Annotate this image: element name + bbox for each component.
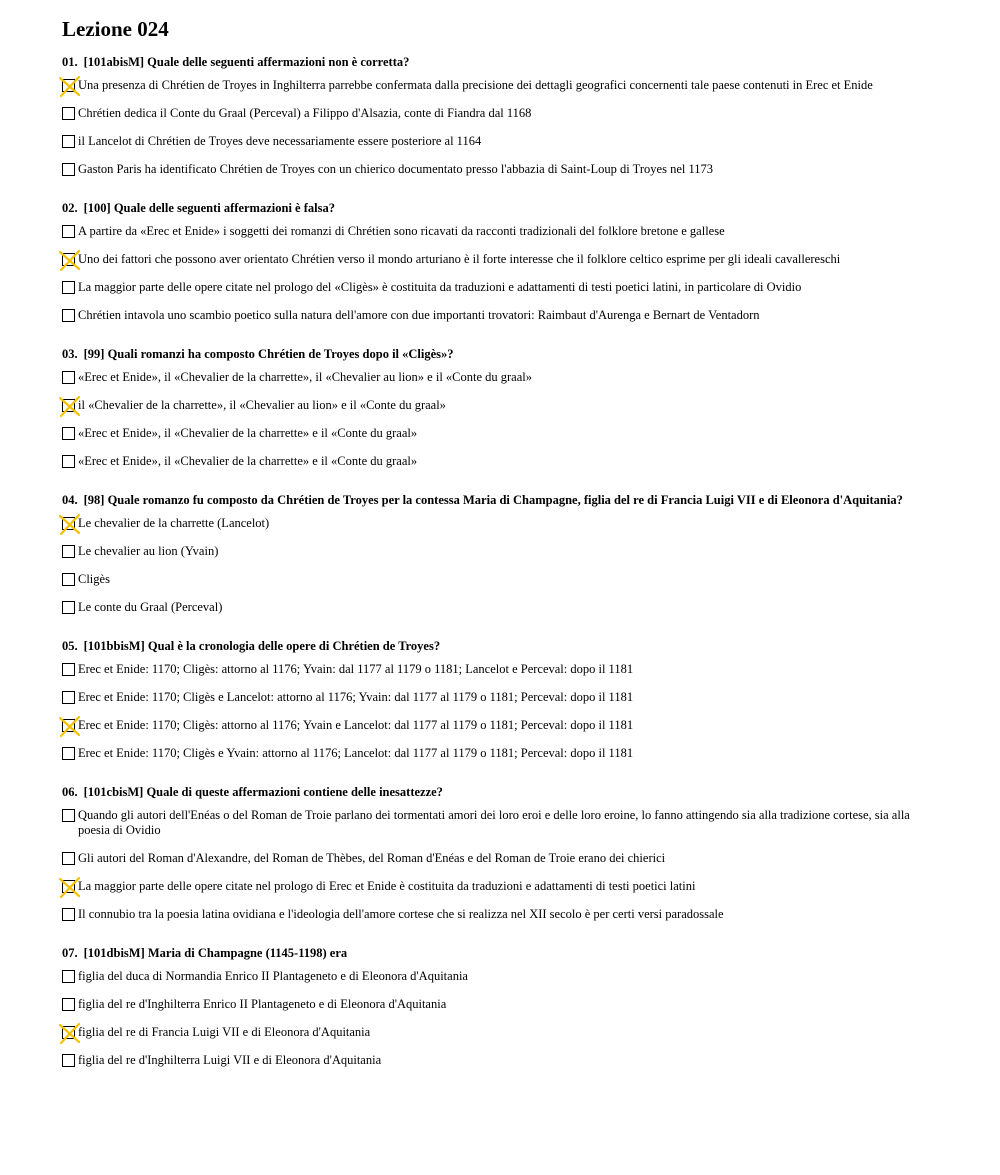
x-mark-icon [58, 513, 81, 536]
answer-text: Erec et Enide: 1170; Cligès: attorno al 1176; Yvain: dal 1177 al 1179 o 1181; Lancelot e Perceval: dopo il 1181 [78, 662, 634, 676]
answer-text: Il connubio tra la poesia latina ovidiana e l'ideologia dell'amore cortese che si realizza nel XII secolo è per certi versi paradossale [78, 907, 724, 921]
answer-text: La maggior parte delle opere citate nel prologo di Erec et Enide è costituita da traduzioni e adattamenti di testi poetici latini [78, 879, 696, 893]
answer-option [62, 851, 942, 866]
answer-option [62, 308, 942, 323]
question-number: 02. [62, 201, 78, 215]
question-text: [98] Quale romanzo fu composto da Chrétien de Troyes per la contessa Maria di Champagne, figlia del re di Francia Luigi VII e di Eleonora d'Aquitania? [83, 493, 903, 507]
x-mark-icon [58, 715, 81, 738]
answer-text: «Erec et Enide», il «Chevalier de la charrette», il «Chevalier au lion» e il «Conte du graal» [78, 370, 533, 384]
question-text: [99] Quali romanzi ha composto Chrétien de Troyes dopo il «Cligès»? [83, 347, 454, 361]
answer-option [62, 398, 942, 413]
answer-text: Le chevalier de la charrette (Lancelot) [78, 516, 270, 530]
answer-checkbox[interactable] [62, 309, 75, 322]
answer-checkbox-checked[interactable] [62, 79, 75, 92]
answer-option [62, 516, 942, 531]
answer-checkbox[interactable] [62, 691, 75, 704]
answer-text: Chrétien dedica il Conte du Graal (Perceval) a Filippo d'Alsazia, conte di Fiandra dal 1168 [78, 106, 532, 120]
question-number: 07. [62, 946, 78, 960]
answer-option [62, 454, 942, 469]
question-heading [62, 200, 942, 216]
answer-checkbox[interactable] [62, 601, 75, 614]
answer-option [62, 544, 942, 559]
x-mark-icon [58, 249, 81, 272]
answer-checkbox[interactable] [62, 970, 75, 983]
answer-checkbox[interactable] [62, 663, 75, 676]
answer-checkbox[interactable] [62, 455, 75, 468]
question-heading [62, 945, 942, 961]
answer-option [62, 690, 942, 705]
answer-option [62, 134, 942, 149]
answer-checkbox-checked[interactable] [62, 517, 75, 530]
question-block [62, 784, 942, 922]
question-number: 01. [62, 55, 78, 69]
answer-text: «Erec et Enide», il «Chevalier de la charrette» e il «Conte du graal» [78, 426, 418, 440]
question-text: [101dbisM] Maria di Champagne (1145-1198) era [83, 946, 348, 960]
answer-text: Gli autori del Roman d'Alexandre, del Roman de Thèbes, del Roman d'Enéas e del Roman de Troie erano dei chierici [78, 851, 666, 865]
answer-text: figlia del duca di Normandia Enrico II Plantageneto e di Eleonora d'Aquitania [78, 969, 468, 983]
answer-option [62, 426, 942, 441]
answer-checkbox-checked[interactable] [62, 880, 75, 893]
answer-checkbox[interactable] [62, 1054, 75, 1067]
answer-checkbox[interactable] [62, 371, 75, 384]
answer-text: Gaston Paris ha identificato Chrétien de Troyes con un chierico documentato presso l'abbazia di Saint-Loup di Troyes nel 1173 [78, 162, 714, 176]
answer-checkbox[interactable] [62, 908, 75, 921]
answer-checkbox[interactable] [62, 225, 75, 238]
answer-text: La maggior parte delle opere citate nel prologo del «Cligès» è costituita da traduzioni e adattamenti di testi poetici latini, in particolare di Ovidio [78, 280, 802, 294]
answer-checkbox-checked[interactable] [62, 1026, 75, 1039]
answer-option [62, 600, 942, 615]
answer-option [62, 1053, 942, 1068]
answer-option [62, 746, 942, 761]
answer-option [62, 162, 942, 177]
x-mark-icon [58, 876, 81, 899]
answer-option [62, 879, 942, 894]
question-block [62, 638, 942, 761]
question-block [62, 945, 942, 1068]
question-block [62, 200, 942, 323]
answer-checkbox[interactable] [62, 163, 75, 176]
answer-checkbox[interactable] [62, 573, 75, 586]
answer-text: figlia del re d'Inghilterra Luigi VII e di Eleonora d'Aquitania [78, 1053, 382, 1067]
question-list [62, 54, 942, 1068]
question-text: [101cbisM] Quale di queste affermazioni contiene delle inesattezze? [83, 785, 443, 799]
answer-text: Uno dei fattori che possono aver orientato Chrétien verso il mondo arturiano è il forte interesse che il folklore celtico esprime per gli ideali cavallereschi [78, 252, 841, 266]
answer-checkbox[interactable] [62, 427, 75, 440]
question-text: [100] Quale delle seguenti affermazioni è falsa? [83, 201, 335, 215]
answer-checkbox[interactable] [62, 747, 75, 760]
answer-option [62, 78, 942, 93]
question-heading [62, 638, 942, 654]
question-block [62, 346, 942, 469]
answer-option [62, 662, 942, 677]
answer-option [62, 280, 942, 295]
question-number: 03. [62, 347, 78, 361]
question-heading [62, 54, 942, 70]
answer-text: Chrétien intavola uno scambio poetico sulla natura dell'amore con due importanti trovatori: Raimbaut d'Aurenga e Bernart de Ventadorn [78, 308, 760, 322]
answer-checkbox[interactable] [62, 135, 75, 148]
answer-option [62, 808, 942, 838]
answer-checkbox[interactable] [62, 998, 75, 1011]
page-title: Lezione 024 [62, 17, 169, 41]
answer-text: Le chevalier au lion (Yvain) [78, 544, 219, 558]
question-block [62, 54, 942, 177]
answer-text: Erec et Enide: 1170; Cligès e Lancelot: attorno al 1176; Yvain: dal 1177 al 1179 o 1181; Perceval: dopo il 1181 [78, 690, 634, 704]
question-heading [62, 784, 942, 800]
question-text: [101bbisM] Qual è la cronologia delle opere di Chrétien de Troyes? [83, 639, 441, 653]
answer-checkbox[interactable] [62, 107, 75, 120]
quiz-page [62, 16, 942, 1091]
answer-checkbox[interactable] [62, 809, 75, 822]
question-number: 05. [62, 639, 78, 653]
x-mark-icon [58, 1022, 81, 1045]
answer-text: Erec et Enide: 1170; Cligès: attorno al 1176; Yvain e Lancelot: dal 1177 al 1179 o 1181; Perceval: dopo il 1181 [78, 718, 634, 732]
answer-text: il «Chevalier de la charrette», il «Chevalier au lion» e il «Conte du graal» [78, 398, 446, 412]
x-mark-icon [58, 75, 81, 98]
answer-text: figlia del re d'Inghilterra Enrico II Plantageneto e di Eleonora d'Aquitania [78, 997, 447, 1011]
answer-option [62, 370, 942, 385]
answer-option [62, 718, 942, 733]
question-block [62, 492, 942, 615]
answer-text: «Erec et Enide», il «Chevalier de la charrette» e il «Conte du graal» [78, 454, 418, 468]
answer-text: Una presenza di Chrétien de Troyes in Inghilterra parrebbe confermata dalla precisione dei dettagli geografici concernenti tale paese contenuti in Erec et Enide [78, 78, 873, 92]
answer-text: Le conte du Graal (Perceval) [78, 600, 223, 614]
answer-checkbox-checked[interactable] [62, 399, 75, 412]
answer-option [62, 997, 942, 1012]
question-number: 04. [62, 493, 78, 507]
question-number: 06. [62, 785, 78, 799]
answer-checkbox[interactable] [62, 545, 75, 558]
answer-text: il Lancelot di Chrétien de Troyes deve necessariamente essere posteriore al 1164 [78, 134, 482, 148]
answer-option [62, 907, 942, 922]
answer-text: Quando gli autori dell'Enéas o del Roman de Troie parlano dei tormentati amori dei loro eroi e delle loro eroine, lo fanno attingendo sia alla tradizione cortese, sia alla poesia di Ovidio [78, 808, 910, 837]
answer-checkbox[interactable] [62, 852, 75, 865]
answer-checkbox-checked[interactable] [62, 719, 75, 732]
answer-text: Cligès [78, 572, 110, 586]
answer-option [62, 252, 942, 267]
question-text: [101abisM] Quale delle seguenti affermazioni non è corretta? [83, 55, 410, 69]
answer-checkbox-checked[interactable] [62, 253, 75, 266]
answer-option [62, 969, 942, 984]
answer-text: Erec et Enide: 1170; Cligès e Yvain: attorno al 1176; Lancelot: dal 1177 al 1179 o 1181; Perceval: dopo il 1181 [78, 746, 634, 760]
question-heading [62, 346, 942, 362]
question-heading [62, 492, 942, 508]
answer-option [62, 106, 942, 121]
answer-option [62, 224, 942, 239]
answer-text: figlia del re di Francia Luigi VII e di Eleonora d'Aquitania [78, 1025, 371, 1039]
answer-option [62, 572, 942, 587]
answer-text: A partire da «Erec et Enide» i soggetti dei romanzi di Chrétien sono ricavati da racconti tradizionali del folklore bretone e gallese [78, 224, 725, 238]
answer-option [62, 1025, 942, 1040]
x-mark-icon [58, 395, 81, 418]
answer-checkbox[interactable] [62, 281, 75, 294]
